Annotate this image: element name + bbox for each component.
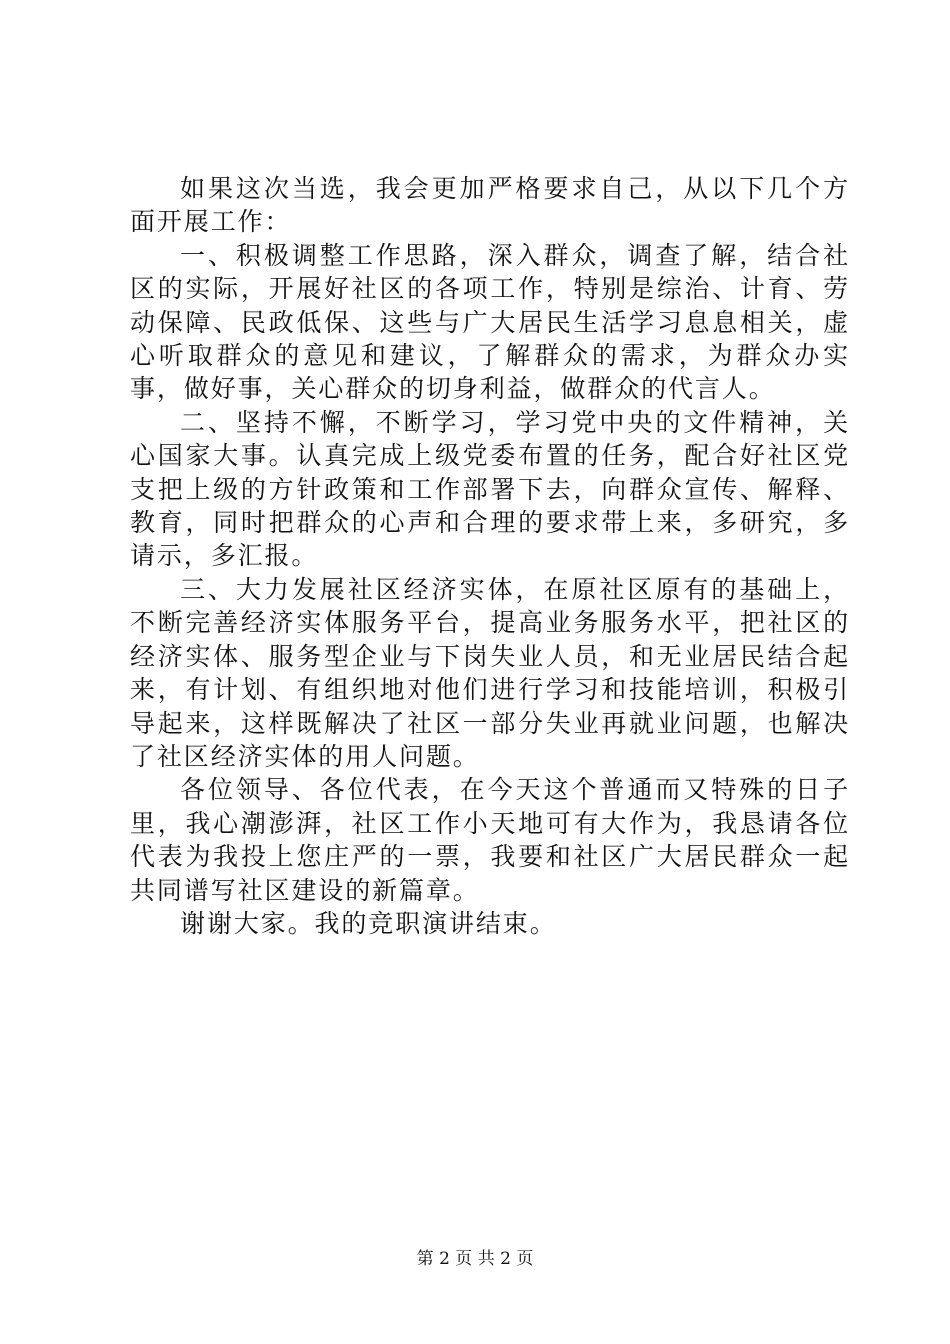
paragraph-point-two: 二、坚持不懈，不断学习，学习党中央的文件精神，关心国家大事。认真完成上级党委布置的任务，配合好社区党支把上级的方针政策和工作部署下去，向群众宣传、解释、教育，同时把群众的心声和合理的要求带上来，多研究，多请示，多汇报。: [130, 407, 850, 571]
paragraph-point-one: 一、积极调整工作思路，深入群众，调查了解，结合社区的实际，开展好社区的各项工作，特别是综治、计育、劳动保障、民政低保、这些与广大居民生活学习息息相关，虚心听取群众的意见和建议，了解群众的需求，为群众办实事，做好事，关心群众的切身利益，做群众的代言人。: [130, 240, 850, 404]
paragraph-point-three: 三、大力发展社区经济实体，在原社区原有的基础上，不断完善经济实体服务平台，提高业务服务水平，把社区的经济实体、服务型企业与下岗失业人员，和无业居民结合起来，有计划、有组织地对他们进行学习和技能培训，积极引导起来，这样既解决了社区一部分失业再就业问题，也解决了社区经济实体的用人问题。: [130, 574, 850, 771]
paragraph-closing: 谢谢大家。我的竞职演讲结束。: [180, 908, 557, 938]
paragraph-appeal: 各位领导、各位代表，在今天这个普通而又特殊的日子里，我心潮澎湃，社区工作小天地可有大作为，我恳请各位代表为我投上您庄严的一票，我要和社区广大居民群众一起共同谱写社区建设的新篇章。: [130, 775, 850, 905]
document-body: [130, 172, 850, 940]
paragraph-intro: 如果这次当选，我会更加严格要求自己，从以下几个方面开展工作：: [130, 174, 850, 237]
page-number-footer: 第 2 页 共 2 页: [416, 1249, 534, 1269]
